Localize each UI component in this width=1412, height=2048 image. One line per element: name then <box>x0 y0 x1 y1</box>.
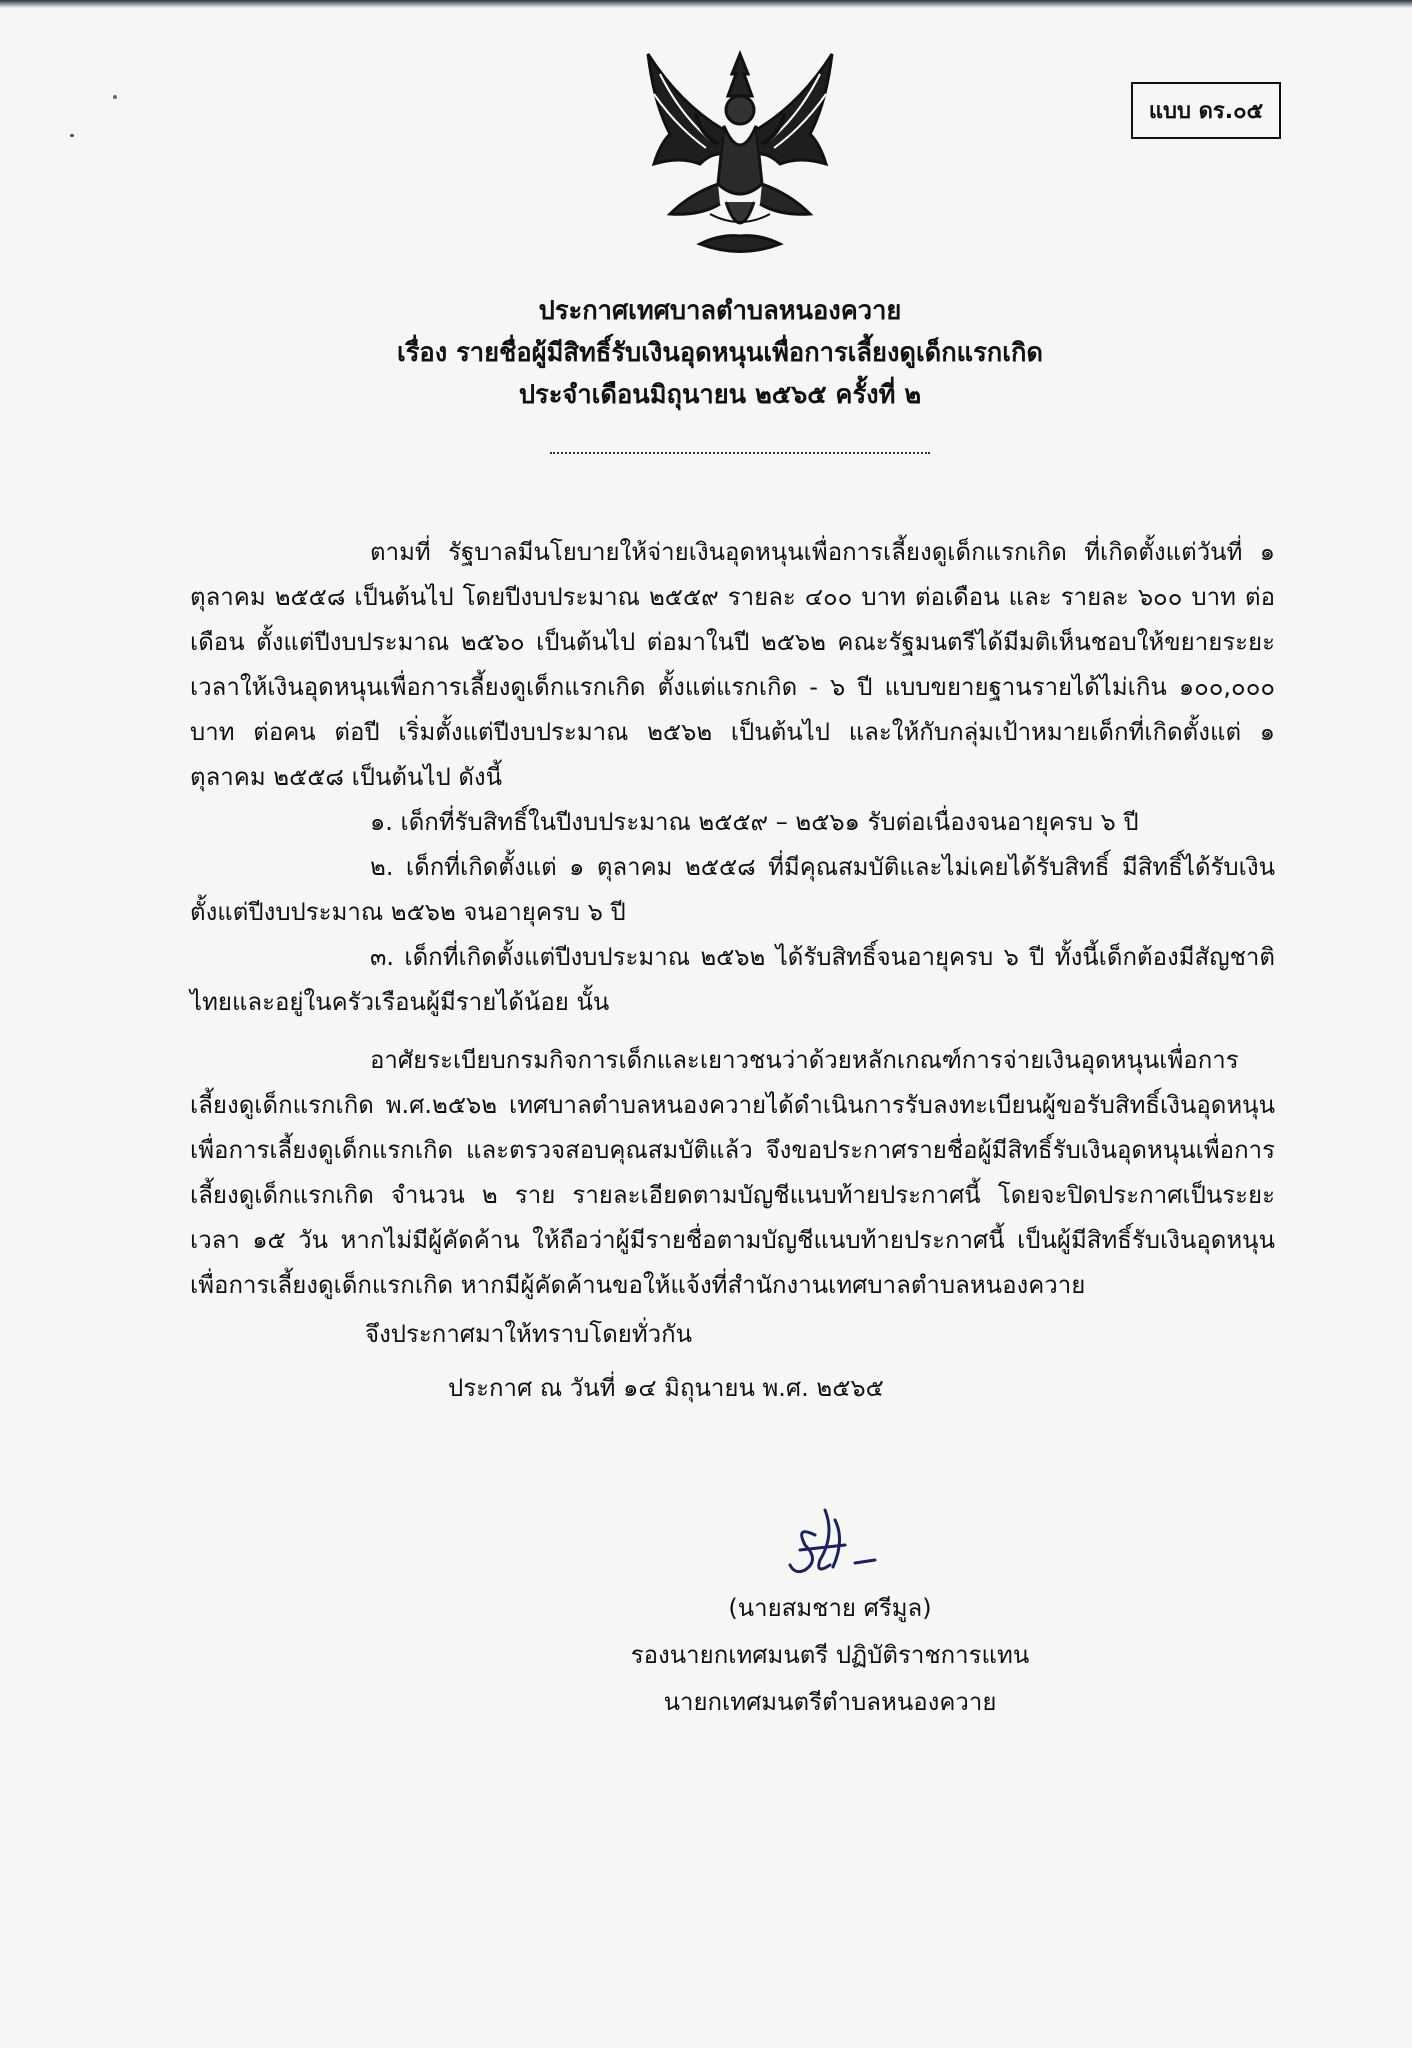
scan-speck <box>113 95 117 99</box>
announcement-date: ประกาศ ณ วันที่ ๑๔ มิถุนายน พ.ศ. ๒๕๖๕ <box>448 1374 884 1402</box>
signature-block <box>560 1585 1100 1726</box>
body-section-2 <box>190 1038 1275 1308</box>
body-section-1 <box>190 530 1275 1025</box>
garuda-emblem-icon <box>640 44 840 266</box>
form-code-box: แบบ ดร.๐๕ <box>1131 82 1281 139</box>
list-item: ๓. เด็กที่เกิดตั้งแต่ปีงบประมาณ ๒๕๖๒ ได้รับสิทธิ์จนอายุครบ ๖ ปี ทั้งนี้เด็กต้องมีสัญชาติไทยและอยู่ในครัวเรือนผู้มีรายได้น้อย นั้น <box>190 943 1275 1016</box>
dotted-divider <box>550 452 930 454</box>
announcement-heading <box>300 290 1140 416</box>
paragraph-announcement: อาศัยระเบียบกรมกิจการเด็กและเยาวชนว่าด้วยหลักเกณฑ์การจ่ายเงินอุดหนุนเพื่อการเลี้ยงดูเด็กแรกเกิด พ.ศ.๒๕๖๒ เทศบาลตำบลหนองควายได้ดำเนินการรับลงทะเบียนผู้ขอรับสิทธิ์เงินอุดหนุนเพื่อการเลี้ยงดูเด็กแรกเกิด และตรวจสอบคุณสมบัติแล้ว จึงขอประกาศรายชื่อผู้มีสิทธิ์รับเงินอุดหนุนเพื่อการเลี้ยงดูเด็กแรกเกิด จำนวน ๒ ราย รายละเอียดตามบัญชีแนบท้ายประกาศนี้ โดยจะปิดประกาศเป็นระยะเวลา ๑๕ วัน หากไม่มีผู้คัดค้าน ให้ถือว่าผู้มีรายชื่อตามบัญชีแนบท้ายประกาศนี้ เป็นผู้มีสิทธิ์รับเงินอุดหนุนเพื่อการเลี้ยงดูเด็กแรกเกิด หากมีผู้คัดค้านขอให้แจ้งที่สำนักงานเทศบาลตำบลหนองควาย <box>190 1046 1275 1299</box>
list-item: ๒. เด็กที่เกิดตั้งแต่ ๑ ตุลาคม ๒๕๕๘ ที่มีคุณสมบัติและไม่เคยได้รับสิทธิ์ มีสิทธิ์ได้รับเงินตั้งแต่ปีงบประมาณ ๒๕๖๒ จนอายุครบ ๖ ปี <box>190 853 1275 926</box>
subject-title: เรื่อง รายชื่อผู้มีสิทธิ์รับเงินอุดหนุนเพื่อการเลี้ยงดูเด็กแรกเกิด <box>397 338 1043 368</box>
signatory-position-2: นายกเทศมนตรีตำบลหนองควาย <box>663 1688 997 1716</box>
signatory-position: รองนายกเทศมนตรี ปฏิบัติราชการแทน <box>630 1641 1030 1669</box>
paragraph-policy: ตามที่ รัฐบาลมีนโยบายให้จ่ายเงินอุดหนุนเพื่อการเลี้ยงดูเด็กแรกเกิด ที่เกิดตั้งแต่วันที่ ๑ ตุลาคม ๒๕๕๘ เป็นต้นไป โดยปีงบประมาณ ๒๕๕๙ รายละ ๔๐๐ บาท ต่อเดือน และ รายละ ๖๐๐ บาท ต่อเดือน ตั้งแต่ปีงบประมาณ ๒๕๖๐ เป็นต้นไป ต่อมาในปี ๒๕๖๒ คณะรัฐมนตรีได้มีมติเห็นชอบให้ขยายระยะเวลาให้เงินอุดหนุนเพื่อการเลี้ยงดูเด็กแรกเกิด ตั้งแต่แรกเกิด - ๖ ปี แบบขยายฐานรายได้ไม่เกิน ๑๐๐,๐๐๐ บาท ต่อคน ต่อปี เริ่มตั้งแต่ปีงบประมาณ ๒๕๖๒ เป็นต้นไป และให้กับกลุ่มเป้าหมายเด็กที่เกิดตั้งแต่ ๑ ตุลาคม ๒๕๕๘ เป็นต้นไป ดังนี้ <box>190 538 1275 791</box>
scan-edge-shadow <box>0 0 1412 8</box>
list-item: ๑. เด็กที่รับสิทธิ์ในปีงบประมาณ ๒๕๕๙ – ๒๕๖๑ รับต่อเนื่องจนอายุครบ ๖ ปี <box>370 808 1139 836</box>
scan-speck <box>70 134 74 137</box>
closing-line: จึงประกาศมาให้ทราบโดยทั่วกัน <box>365 1320 693 1348</box>
period-title: ประจำเดือนมิถุนายน ๒๕๖๕ ครั้งที่ ๒ <box>518 380 922 410</box>
handwritten-signature <box>775 1505 895 1585</box>
signatory-name: (นายสมชาย ศรีมูล) <box>728 1594 932 1622</box>
issuer-title: ประกาศเทศบาลตำบลหนองควาย <box>538 296 902 326</box>
